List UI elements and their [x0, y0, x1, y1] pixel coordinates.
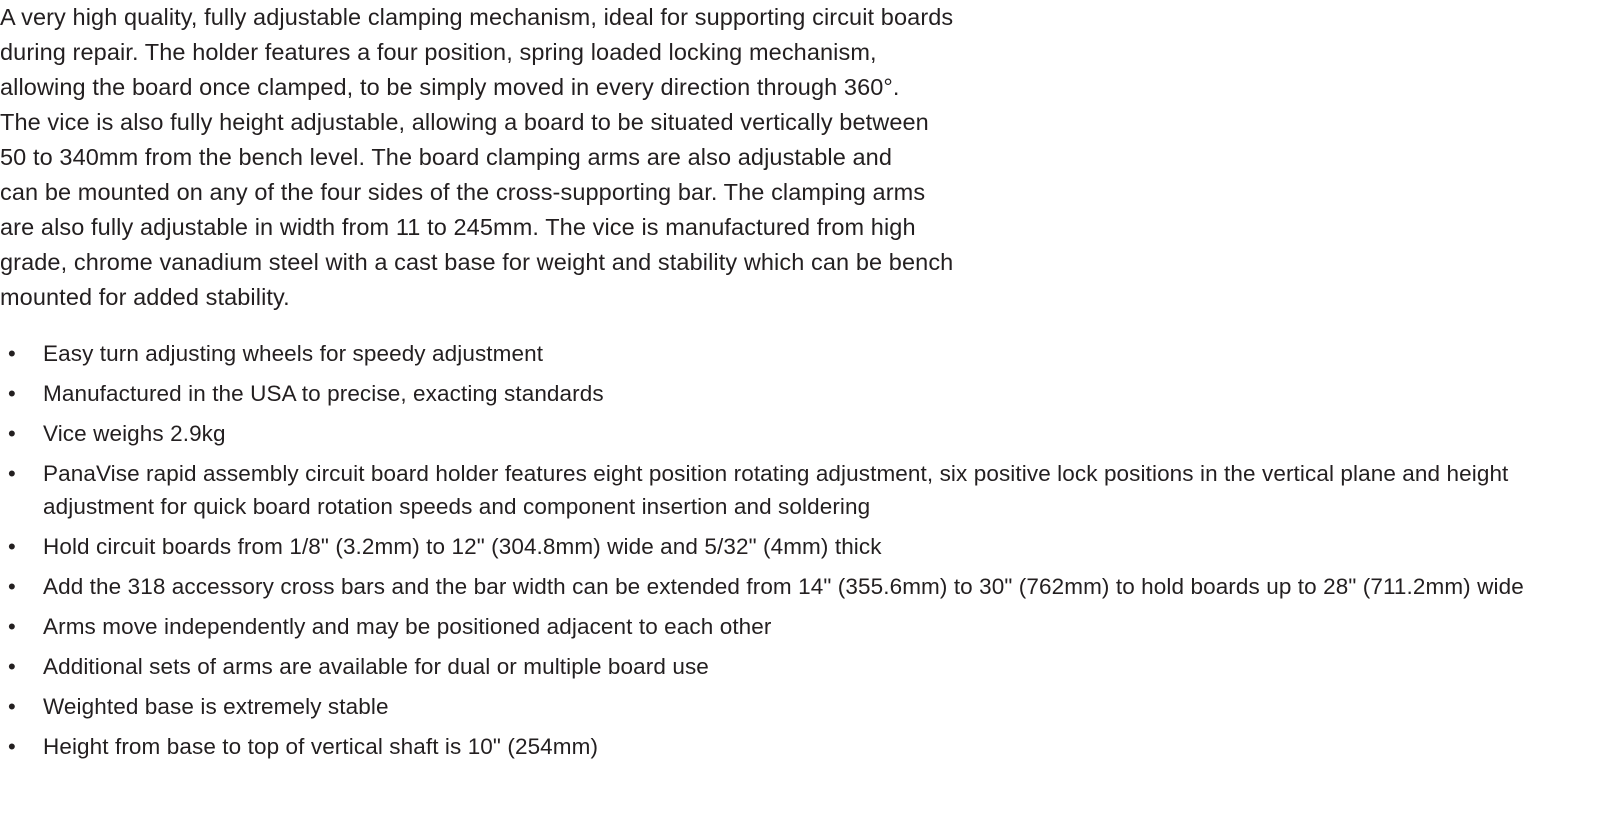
- list-item-label: Height from base to top of vertical shaft is 10" (254mm): [43, 734, 599, 759]
- list-item: [0, 530, 1600, 563]
- bullet-icon: •: [8, 534, 16, 559]
- description-line: can be mounted on any of the four sides of the cross-supporting bar. The clamping arms: [0, 179, 926, 205]
- list-item: [0, 730, 1600, 763]
- bullet-icon: •: [8, 341, 16, 366]
- list-item-label: Add the 318 accessory cross bars and the bar width can be extended from 14" (355.6mm) to 30" (762mm) to hold boards up to 28" (711.2mm) wide: [43, 574, 1524, 599]
- description-line: are also fully adjustable in width from 11 to 245mm. The vice is manufactured from high: [0, 214, 916, 240]
- description-line: A very high quality, fully adjustable clamping mechanism, ideal for supporting circuit boards: [0, 4, 954, 30]
- list-item: [0, 570, 1600, 603]
- bullet-icon: •: [8, 614, 16, 639]
- list-item-label: Vice weighs 2.9kg: [43, 421, 226, 446]
- list-item-label: Easy turn adjusting wheels for speedy adjustment: [43, 341, 544, 366]
- bullet-icon: •: [8, 694, 16, 719]
- list-item-label: Manufactured in the USA to precise, exacting standards: [43, 381, 604, 406]
- list-item: [0, 337, 1600, 370]
- list-item-label: Weighted base is extremely stable: [43, 694, 389, 719]
- description-line: grade, chrome vanadium steel with a cast base for weight and stability which can be bench: [0, 249, 954, 275]
- list-item: [0, 690, 1600, 723]
- bullet-icon: •: [8, 574, 16, 599]
- product-feature-list: [0, 337, 1600, 763]
- bullet-icon: •: [8, 381, 16, 406]
- bullet-icon: •: [8, 461, 16, 486]
- list-item: [0, 610, 1600, 643]
- list-item-label: Hold circuit boards from 1/8" (3.2mm) to 12" (304.8mm) wide and 5/32" (4mm) thick: [43, 534, 882, 559]
- description-line: 50 to 340mm from the bench level. The board clamping arms are also adjustable and: [0, 144, 893, 170]
- list-item: [0, 457, 1600, 523]
- list-item-label: Arms move independently and may be positioned adjacent to each other: [43, 614, 772, 639]
- bullet-icon: •: [8, 654, 16, 679]
- list-item-label: PanaVise rapid assembly circuit board holder features eight position rotating adjustment, six positive lock positions in the vertical plane and height adjustment for quick board rotation speeds and component insertion and soldering: [43, 461, 1509, 519]
- list-item: [0, 377, 1600, 410]
- list-item: [0, 650, 1600, 683]
- description-line: allowing the board once clamped, to be simply moved in every direction through 360°.: [0, 74, 900, 100]
- list-item: [0, 417, 1600, 450]
- bullet-icon: •: [8, 421, 16, 446]
- bullet-icon: •: [8, 734, 16, 759]
- description-line: The vice is also fully height adjustable, allowing a board to be situated vertically between: [0, 109, 929, 135]
- list-item-label: Additional sets of arms are available for dual or multiple board use: [43, 654, 709, 679]
- description-line: during repair. The holder features a four position, spring loaded locking mechanism,: [0, 39, 877, 65]
- product-description-paragraph: [0, 0, 1600, 315]
- description-line: mounted for added stability.: [0, 284, 290, 310]
